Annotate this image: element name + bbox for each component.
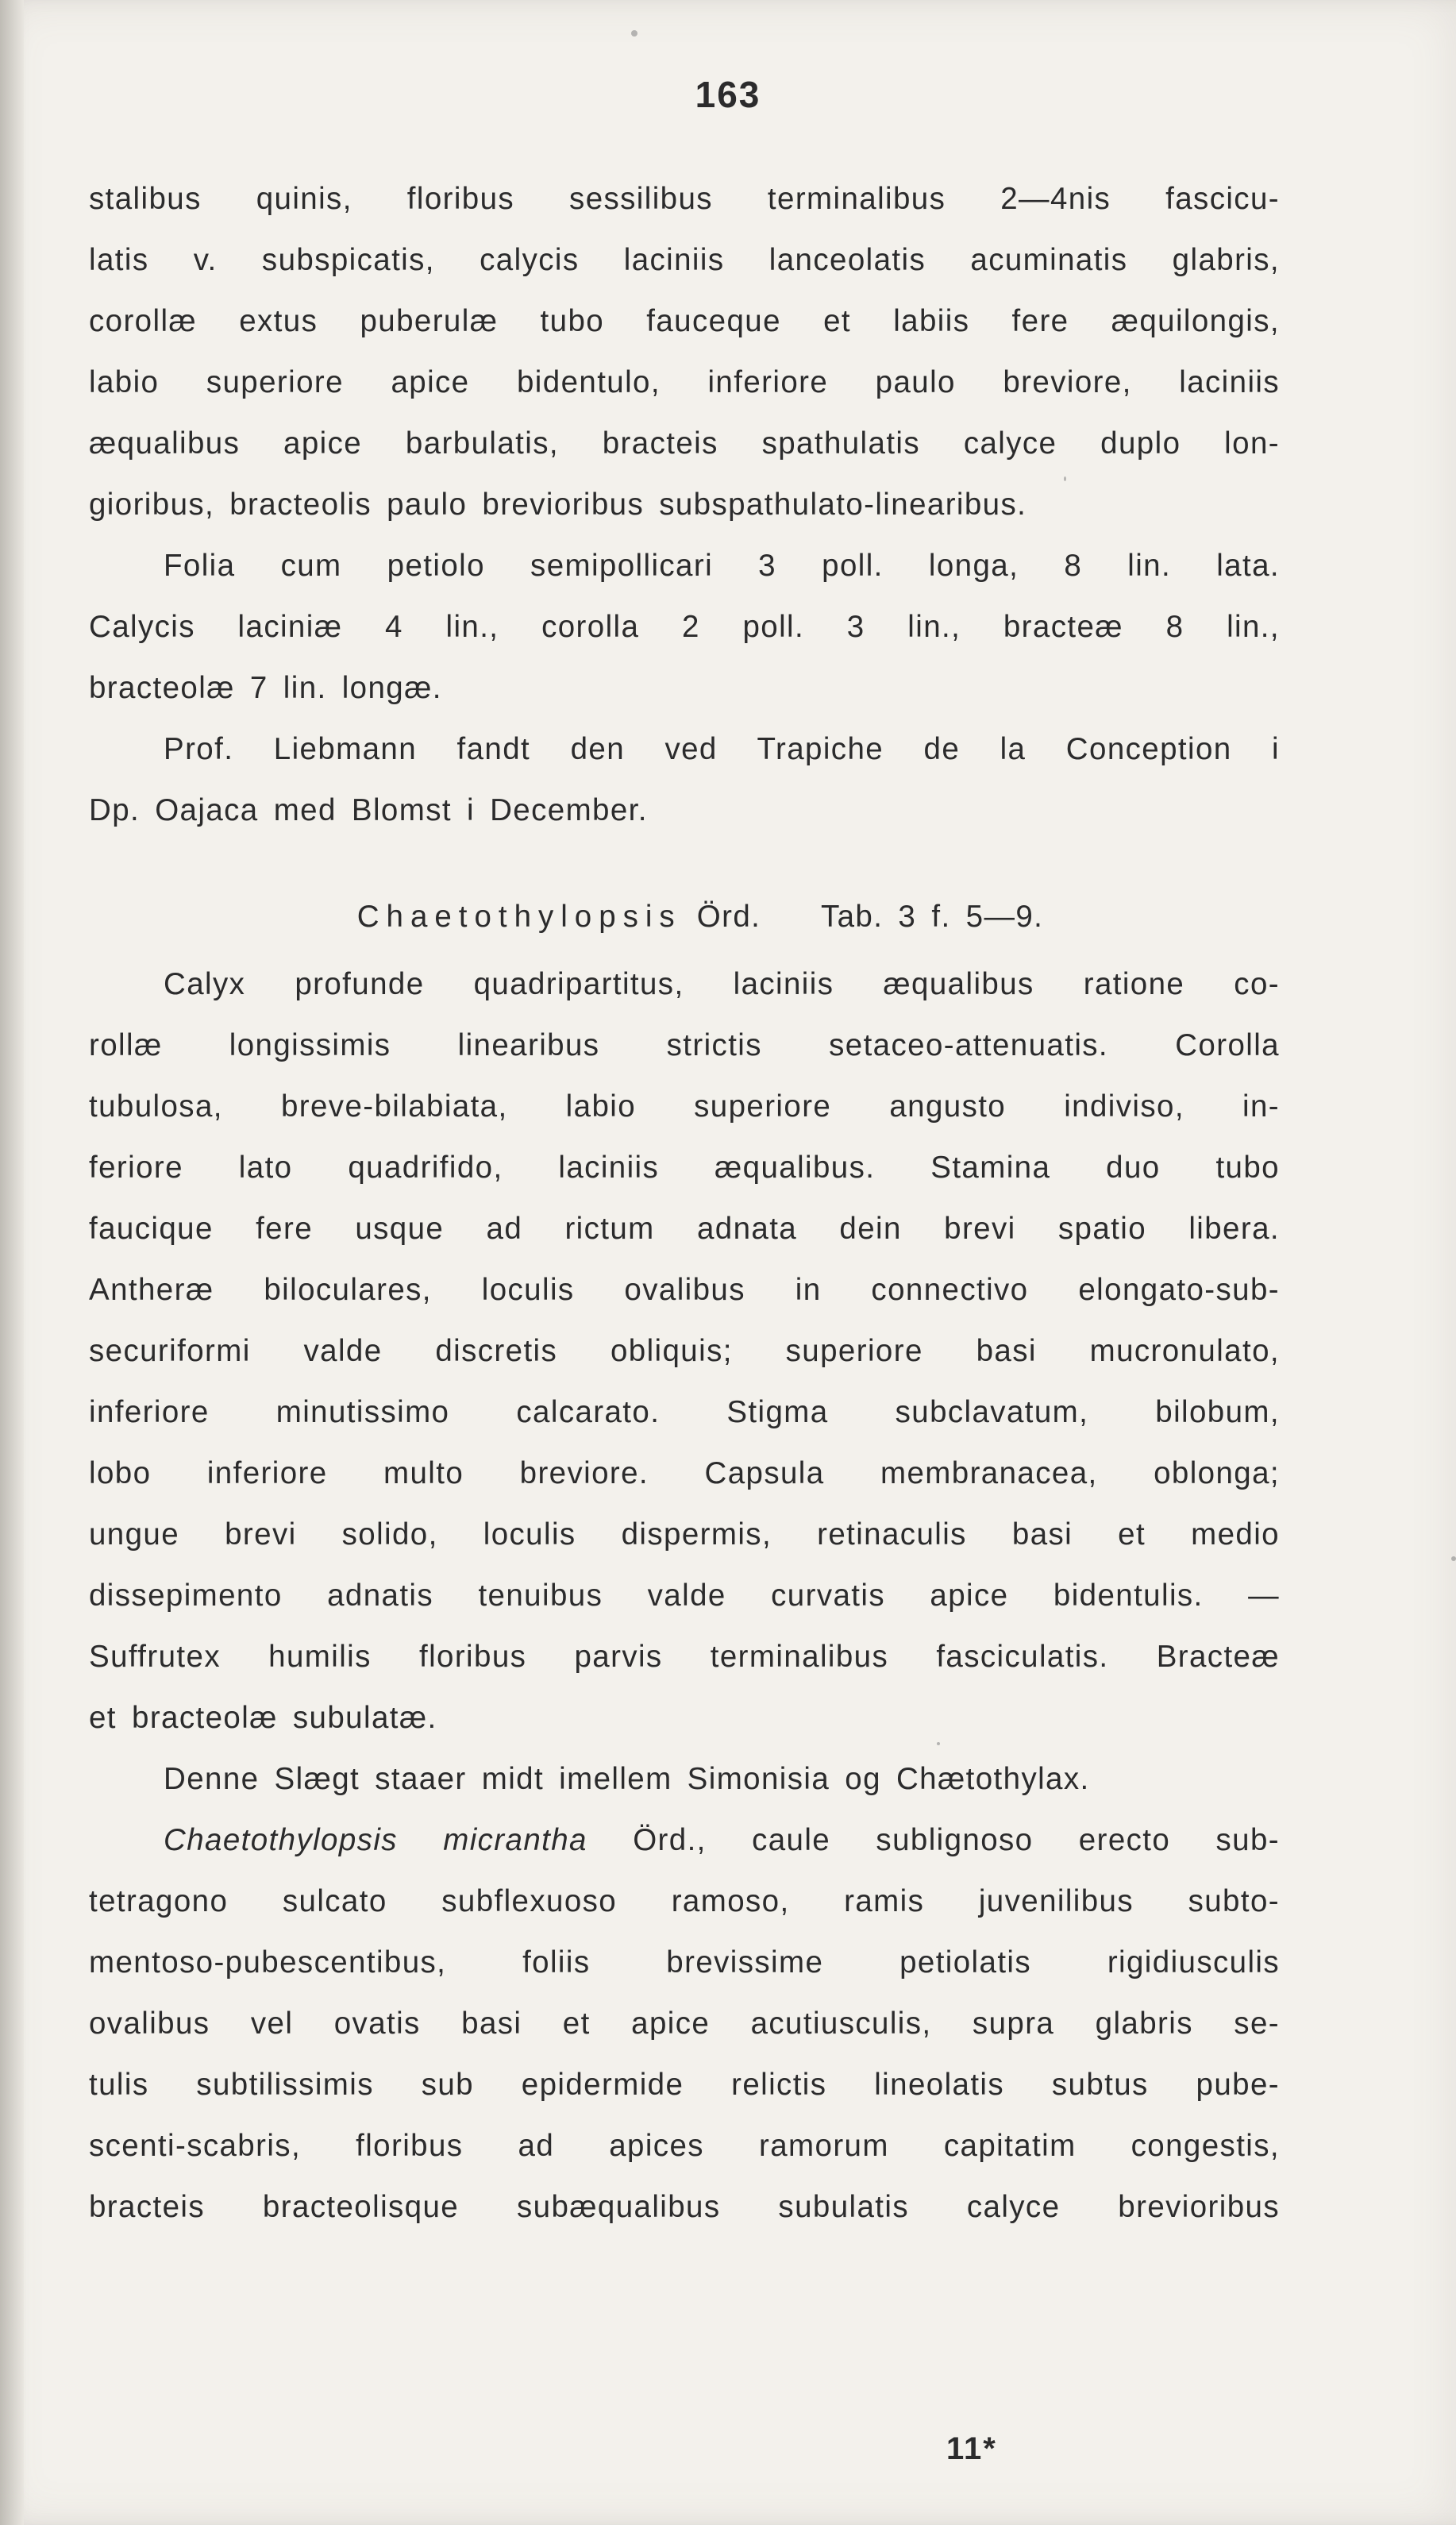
paragraph-measurements (89, 535, 1280, 719)
paragraph-description-continued (89, 168, 1280, 535)
print-speck (1451, 1556, 1456, 1561)
text-line: rollæ longissimis linearibus strictis setaceo-attenuatis. Corolla (89, 1028, 1280, 1062)
text-line: dissepimento adnatis tenuibus valde curvatis apice bidentulis. — (89, 1579, 1280, 1613)
text-line: lobo inferiore multo breviore. Capsula membranacea, oblonga; (89, 1456, 1280, 1490)
text-line: inferiore minutissimo calcarato. Stigma subclavatum, bilobum, (89, 1395, 1280, 1429)
text-line: Calycis laciniæ 4 lin., corolla 2 poll. 3 lin., bracteæ 8 lin., (89, 610, 1280, 644)
text-line: tulis subtilissimis sub epidermide relictis lineolatis subtus pube- (89, 2068, 1280, 2102)
paragraph-genus-description (89, 954, 1280, 1748)
text-line: mentoso-pubescentibus, foliis brevissime petiolatis rigidiusculis (89, 1945, 1280, 1980)
body-text (89, 168, 1280, 2238)
text-line: æqualibus apice barbulatis, bracteis spathulatis calyce duplo lon- (89, 426, 1280, 461)
text-line: scenti-scabris, floribus ad apices ramorum capitatim congestis, (89, 2129, 1280, 2163)
paragraph-affinity-note (89, 1748, 1280, 1810)
page-number: 163 (695, 74, 761, 115)
text-line: et bracteolæ subulatæ. (89, 1701, 437, 1735)
species-author: Örd., (633, 1823, 707, 1857)
text-line: securiformi valde discretis obliquis; superiore basi mucronulato, (89, 1334, 1280, 1368)
text-line: Prof. Liebmann fandt den ved Trapiche de la Conception i (164, 732, 1280, 766)
text-line: Folia cum petiolo semipollicari 3 poll. longa, 8 lin. lata. (164, 549, 1280, 583)
signature-mark: 11* (946, 2431, 997, 2466)
genus-heading (89, 886, 1280, 947)
text-line: tetragono sulcato subflexuoso ramoso, ramis juvenilibus subto- (89, 1884, 1280, 1918)
text-line: corollæ extus puberulæ tubo fauceque et labiis fere æquilongis, (89, 304, 1280, 338)
species-line-rest: caule sublignoso erecto sub- (752, 1823, 1280, 1857)
text-line (89, 1810, 1280, 1871)
text-line: faucique fere usque ad rictum adnata dein brevi spatio libera. (89, 1212, 1280, 1246)
text-line: ungue brevi solido, loculis dispermis, retinaculis basi et medio (89, 1517, 1280, 1552)
paragraph-collection-note (89, 719, 1280, 841)
plate-reference: Tab. 3 f. 5—9. (820, 900, 1044, 934)
text-line: Calyx profunde quadripartitus, laciniis æqualibus ratione co- (164, 967, 1280, 1001)
text-line: stalibus quinis, floribus sessilibus terminalibus 2—4nis fascicu- (89, 182, 1280, 216)
text-line: feriore lato quadrifido, laciniis æqualibus. Stamina duo tubo (89, 1151, 1280, 1185)
text-line: bracteis bracteolisque subæqualibus subulatis calyce brevioribus (89, 2190, 1280, 2224)
text-line: Suffrutex humilis floribus parvis terminalibus fasciculatis. Bracteæ (89, 1640, 1280, 1674)
text-line: labio superiore apice bidentulo, inferiore paulo breviore, laciniis (89, 365, 1280, 399)
text-line: Dp. Oajaca med Blomst i December. (89, 793, 648, 827)
binding-gutter (0, 0, 24, 2525)
species-name: Chaetothylopsis micrantha (164, 1823, 587, 1857)
text-line: gioribus, bracteolis paulo brevioribus subspathulato-linearibus. (89, 488, 1027, 522)
text-line: latis v. subspicatis, calycis laciniis lanceolatis acuminatis glabris, (89, 243, 1280, 277)
print-speck (631, 30, 637, 37)
text-line: Denne Slægt staaer midt imellem Simonisia og Chætothylax. (164, 1762, 1090, 1796)
spacer (89, 841, 1280, 886)
text-line: ovalibus vel ovatis basi et apice acutiusculis, supra glabris se- (89, 2007, 1280, 2041)
paragraph-species-description (89, 1810, 1280, 2238)
genus-author: Örd. (696, 900, 761, 934)
text-line: bracteolæ 7 lin. longæ. (89, 671, 442, 705)
spacer (89, 947, 1280, 954)
text-line: Antheræ biloculares, loculis ovalibus in connectivo elongato-sub- (89, 1273, 1280, 1307)
genus-name: Chaetothylopsis (356, 900, 682, 934)
text-line: tubulosa, breve-bilabiata, labio superiore angusto indiviso, in- (89, 1089, 1280, 1124)
